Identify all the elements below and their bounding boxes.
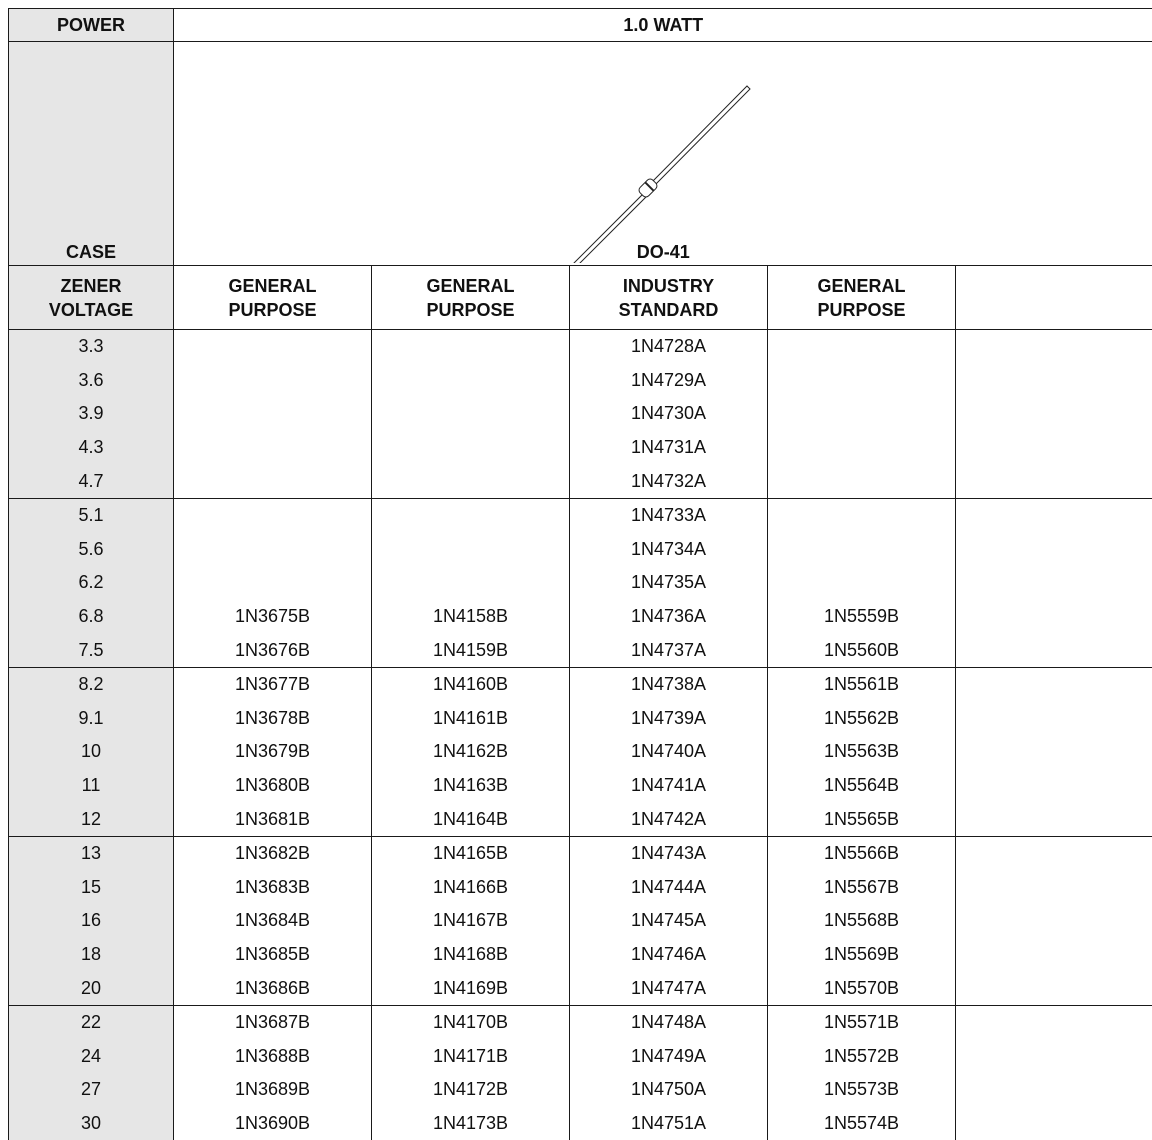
general-purpose-1-cell: 1N3677B <box>174 667 372 701</box>
zener-voltage-cell: 10 <box>9 735 174 769</box>
table-row <box>9 498 1152 532</box>
industry-standard-cell: 1N4743A <box>570 836 768 870</box>
general-purpose-2-cell: 1N4172B <box>372 1073 570 1107</box>
general-purpose-1-cell: 1N3687B <box>174 1005 372 1039</box>
industry-standard-cell: 1N4748A <box>570 1005 768 1039</box>
zener-voltage-cell: 3.9 <box>9 397 174 431</box>
general-purpose-2-cell <box>372 566 570 600</box>
general-purpose-1-cell: 1N3686B <box>174 971 372 1005</box>
table-row <box>9 364 1152 398</box>
industry-standard-cell: 1N4739A <box>570 702 768 736</box>
zener-voltage-cell: 4.7 <box>9 464 174 498</box>
general-purpose-3-cell: 1N5569B <box>768 938 956 972</box>
general-purpose-3-cell: 1N5570B <box>768 971 956 1005</box>
general-purpose-2-cell: 1N4164B <box>372 802 570 836</box>
general-purpose-1-cell <box>174 566 372 600</box>
general-purpose-3-cell <box>768 364 956 398</box>
empty-cell <box>956 702 1152 736</box>
general-purpose-1-cell: 1N3683B <box>174 871 372 905</box>
general-purpose-3-cell <box>768 498 956 532</box>
industry-standard-cell: 1N4736A <box>570 600 768 634</box>
general-purpose-2-cell <box>372 533 570 567</box>
general-purpose-3-cell: 1N5566B <box>768 836 956 870</box>
zener-voltage-cell: 5.6 <box>9 533 174 567</box>
empty-cell <box>956 904 1152 938</box>
zener-selection-sheet <box>8 8 1152 1127</box>
general-purpose-2-cell: 1N4163B <box>372 769 570 803</box>
zener-voltage-cell: 6.8 <box>9 600 174 634</box>
empty-cell <box>956 330 1152 364</box>
general-purpose-1-cell: 1N3690B <box>174 1107 372 1140</box>
general-purpose-2-cell: 1N4171B <box>372 1039 570 1073</box>
general-purpose-2-cell <box>372 464 570 498</box>
general-purpose-3-cell <box>768 533 956 567</box>
general-purpose-3-cell: 1N5568B <box>768 904 956 938</box>
table-row <box>9 600 1152 634</box>
empty-cell <box>956 1107 1152 1140</box>
industry-standard-cell: 1N4729A <box>570 364 768 398</box>
general-purpose-1-cell <box>174 397 372 431</box>
empty-cell <box>956 431 1152 465</box>
general-purpose-1-cell: 1N3681B <box>174 802 372 836</box>
zener-voltage-cell: 6.2 <box>9 566 174 600</box>
general-purpose-2-cell <box>372 498 570 532</box>
industry-standard-cell: 1N4751A <box>570 1107 768 1140</box>
general-purpose-3-cell: 1N5560B <box>768 633 956 667</box>
table-row <box>9 904 1152 938</box>
empty-cell <box>956 1039 1152 1073</box>
empty-cell <box>956 971 1152 1005</box>
empty-cell <box>956 498 1152 532</box>
general-purpose-1-cell <box>174 464 372 498</box>
general-purpose-1-cell: 1N3676B <box>174 633 372 667</box>
general-purpose-1-cell: 1N3678B <box>174 702 372 736</box>
empty-cell <box>956 633 1152 667</box>
zener-voltage-cell: 3.3 <box>9 330 174 364</box>
general-purpose-3-cell <box>768 431 956 465</box>
zener-voltage-cell: 4.3 <box>9 431 174 465</box>
header-general-purpose-3: GENERAL PURPOSE <box>768 266 956 330</box>
empty-cell <box>956 533 1152 567</box>
general-purpose-3-cell: 1N5574B <box>768 1107 956 1140</box>
industry-standard-cell: 1N4732A <box>570 464 768 498</box>
industry-standard-cell: 1N4728A <box>570 330 768 364</box>
empty-cell <box>956 464 1152 498</box>
industry-standard-cell: 1N4745A <box>570 904 768 938</box>
table-row <box>9 633 1152 667</box>
zener-voltage-cell: 16 <box>9 904 174 938</box>
table-row <box>9 533 1152 567</box>
table-row <box>9 1005 1152 1039</box>
general-purpose-1-cell <box>174 533 372 567</box>
general-purpose-2-cell <box>372 431 570 465</box>
general-purpose-3-cell: 1N5573B <box>768 1073 956 1107</box>
table-row <box>9 1039 1152 1073</box>
industry-standard-cell: 1N4730A <box>570 397 768 431</box>
table-row <box>9 836 1152 870</box>
zener-voltage-cell: 15 <box>9 871 174 905</box>
case-row <box>9 42 1152 266</box>
general-purpose-3-cell: 1N5561B <box>768 667 956 701</box>
general-purpose-2-cell <box>372 397 570 431</box>
header-general-purpose-1: GENERAL PURPOSE <box>174 266 372 330</box>
table-row <box>9 1073 1152 1107</box>
industry-standard-cell: 1N4741A <box>570 769 768 803</box>
zener-voltage-cell: 5.1 <box>9 498 174 532</box>
industry-standard-cell: 1N4740A <box>570 735 768 769</box>
table-row <box>9 431 1152 465</box>
empty-cell <box>956 735 1152 769</box>
general-purpose-2-cell: 1N4166B <box>372 871 570 905</box>
empty-cell <box>956 871 1152 905</box>
case-value: DO-41 <box>174 242 1152 263</box>
general-purpose-2-cell <box>372 364 570 398</box>
industry-standard-cell: 1N4747A <box>570 971 768 1005</box>
general-purpose-2-cell: 1N4165B <box>372 836 570 870</box>
table-row <box>9 735 1152 769</box>
industry-standard-cell: 1N4749A <box>570 1039 768 1073</box>
empty-cell <box>956 836 1152 870</box>
table-row <box>9 667 1152 701</box>
industry-standard-cell: 1N4733A <box>570 498 768 532</box>
case-label: CASE <box>9 42 174 266</box>
table-row <box>9 566 1152 600</box>
header-general-purpose-2: GENERAL PURPOSE <box>372 266 570 330</box>
general-purpose-3-cell: 1N5572B <box>768 1039 956 1073</box>
general-purpose-1-cell: 1N3685B <box>174 938 372 972</box>
general-purpose-1-cell <box>174 330 372 364</box>
general-purpose-3-cell <box>768 464 956 498</box>
general-purpose-2-cell: 1N4158B <box>372 600 570 634</box>
general-purpose-2-cell: 1N4159B <box>372 633 570 667</box>
zener-voltage-cell: 22 <box>9 1005 174 1039</box>
power-value: 1.0 WATT <box>174 9 1152 42</box>
zener-table <box>8 8 1152 1140</box>
empty-cell <box>956 1005 1152 1039</box>
empty-cell <box>956 1073 1152 1107</box>
general-purpose-1-cell: 1N3682B <box>174 836 372 870</box>
general-purpose-3-cell: 1N5564B <box>768 769 956 803</box>
general-purpose-2-cell: 1N4169B <box>372 971 570 1005</box>
table-row <box>9 1107 1152 1140</box>
header-zener-voltage: ZENER VOLTAGE <box>9 266 174 330</box>
general-purpose-3-cell: 1N5559B <box>768 600 956 634</box>
general-purpose-2-cell: 1N4162B <box>372 735 570 769</box>
industry-standard-cell: 1N4750A <box>570 1073 768 1107</box>
zener-voltage-cell: 3.6 <box>9 364 174 398</box>
general-purpose-3-cell: 1N5567B <box>768 871 956 905</box>
general-purpose-2-cell: 1N4173B <box>372 1107 570 1140</box>
zener-voltage-cell: 7.5 <box>9 633 174 667</box>
table-row <box>9 769 1152 803</box>
zener-voltage-cell: 11 <box>9 769 174 803</box>
header-industry-standard: INDUSTRY STANDARD <box>570 266 768 330</box>
general-purpose-1-cell: 1N3680B <box>174 769 372 803</box>
zener-voltage-cell: 24 <box>9 1039 174 1073</box>
general-purpose-2-cell <box>372 330 570 364</box>
table-row <box>9 330 1152 364</box>
industry-standard-cell: 1N4742A <box>570 802 768 836</box>
zener-voltage-cell: 27 <box>9 1073 174 1107</box>
general-purpose-1-cell <box>174 498 372 532</box>
industry-standard-cell: 1N4738A <box>570 667 768 701</box>
general-purpose-1-cell: 1N3684B <box>174 904 372 938</box>
header-empty <box>956 266 1152 330</box>
table-row <box>9 397 1152 431</box>
empty-cell <box>956 938 1152 972</box>
power-label: POWER <box>9 9 174 42</box>
general-purpose-3-cell: 1N5565B <box>768 802 956 836</box>
industry-standard-cell: 1N4734A <box>570 533 768 567</box>
zener-voltage-cell: 18 <box>9 938 174 972</box>
zener-voltage-cell: 30 <box>9 1107 174 1140</box>
general-purpose-2-cell: 1N4161B <box>372 702 570 736</box>
industry-standard-cell: 1N4735A <box>570 566 768 600</box>
general-purpose-1-cell: 1N3679B <box>174 735 372 769</box>
general-purpose-2-cell: 1N4160B <box>372 667 570 701</box>
industry-standard-cell: 1N4731A <box>570 431 768 465</box>
general-purpose-3-cell <box>768 397 956 431</box>
column-header-row <box>9 266 1152 330</box>
empty-cell <box>956 667 1152 701</box>
zener-voltage-cell: 9.1 <box>9 702 174 736</box>
table-row <box>9 802 1152 836</box>
general-purpose-1-cell: 1N3688B <box>174 1039 372 1073</box>
general-purpose-1-cell <box>174 364 372 398</box>
general-purpose-1-cell <box>174 431 372 465</box>
empty-cell <box>956 364 1152 398</box>
general-purpose-3-cell: 1N5571B <box>768 1005 956 1039</box>
table-row <box>9 938 1152 972</box>
do41-diode-drawing <box>174 42 1152 263</box>
empty-cell <box>956 566 1152 600</box>
industry-standard-cell: 1N4744A <box>570 871 768 905</box>
zener-voltage-cell: 20 <box>9 971 174 1005</box>
empty-cell <box>956 802 1152 836</box>
general-purpose-2-cell: 1N4170B <box>372 1005 570 1039</box>
zener-voltage-cell: 12 <box>9 802 174 836</box>
zener-voltage-cell: 8.2 <box>9 667 174 701</box>
general-purpose-1-cell: 1N3689B <box>174 1073 372 1107</box>
table-row <box>9 702 1152 736</box>
case-cell <box>174 42 1152 266</box>
empty-cell <box>956 769 1152 803</box>
general-purpose-2-cell: 1N4167B <box>372 904 570 938</box>
empty-cell <box>956 397 1152 431</box>
empty-cell <box>956 600 1152 634</box>
power-row <box>9 9 1152 42</box>
general-purpose-3-cell: 1N5562B <box>768 702 956 736</box>
general-purpose-2-cell: 1N4168B <box>372 938 570 972</box>
zener-voltage-cell: 13 <box>9 836 174 870</box>
table-row <box>9 871 1152 905</box>
industry-standard-cell: 1N4746A <box>570 938 768 972</box>
general-purpose-1-cell: 1N3675B <box>174 600 372 634</box>
industry-standard-cell: 1N4737A <box>570 633 768 667</box>
general-purpose-3-cell: 1N5563B <box>768 735 956 769</box>
general-purpose-3-cell <box>768 566 956 600</box>
table-row <box>9 464 1152 498</box>
table-row <box>9 971 1152 1005</box>
general-purpose-3-cell <box>768 330 956 364</box>
